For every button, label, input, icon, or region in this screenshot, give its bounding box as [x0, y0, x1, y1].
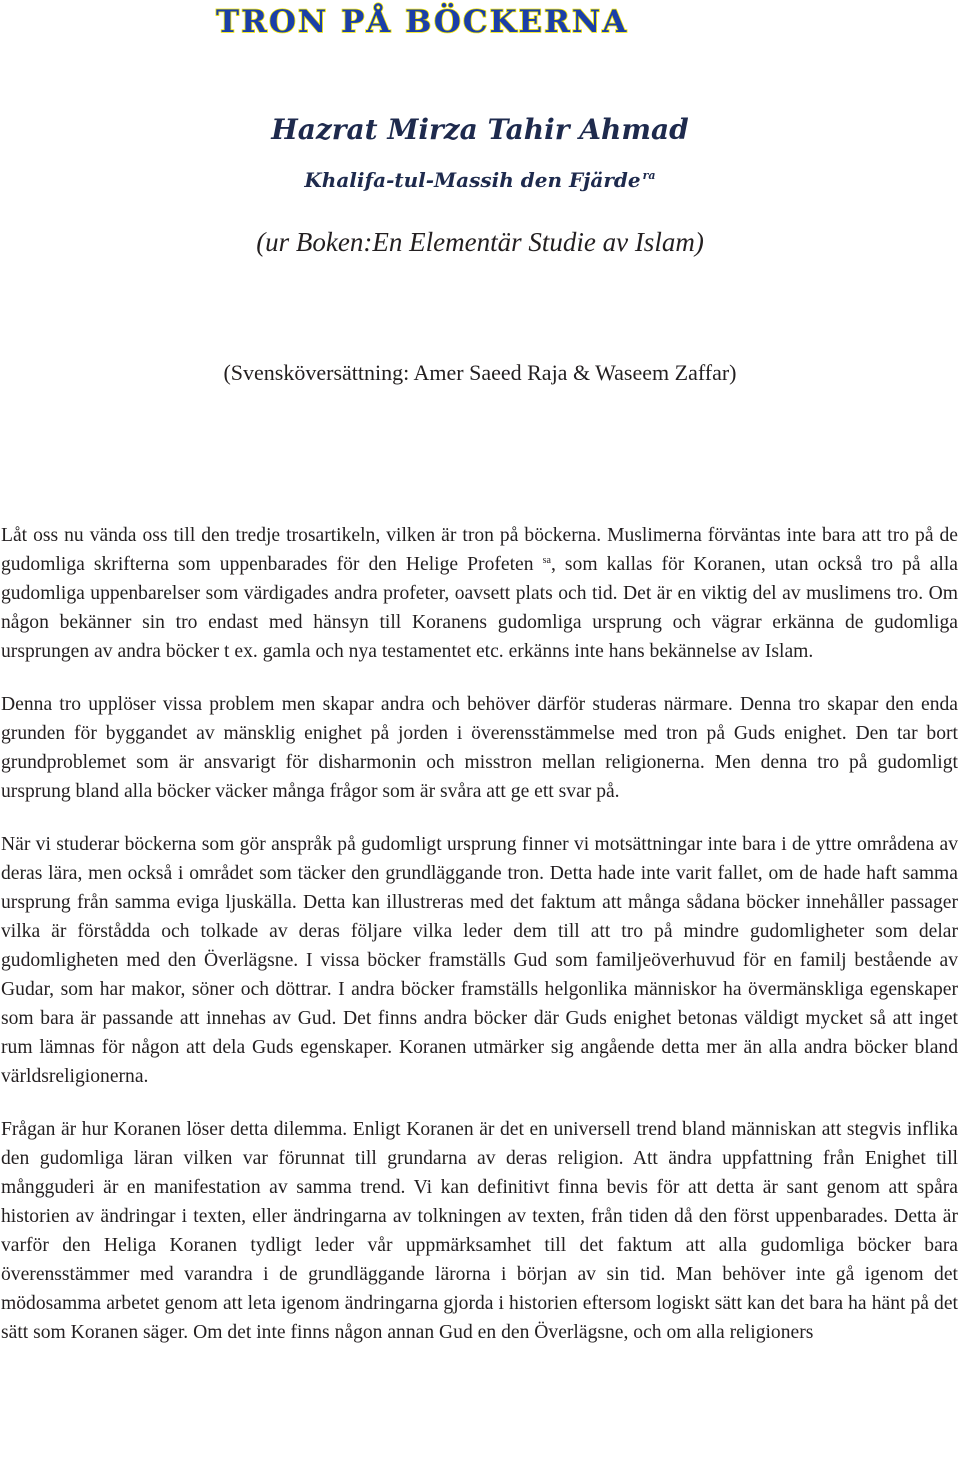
paragraph-3: När vi studerar böckerna som gör anspråk på gudomligt ursprung finner vi motsättningar inte bara i de yttre områdena av deras lära, men också i området som täcker den grundläggande tron. Detta hade inte varit fallet, om de hade haft samma ursprung från samma eviga ljuskälla. Detta kan illustreras med det faktum att många sådana böcker innehåller passager vilka är förstådda och tolkade av deras följare vilka leder dem till att tro på mindre gudomligheter som delar gudomligheten med den Överlägsne. I vissa böcker framställs Gud som familjeöverhuvud för en familj bestående av Gudar, som har makor, söner och döttrar. I andra böcker framställs helgonlika människor ha övermänskliga egenskaper som bara är passande att innehas av Gud. Det finns andra böcker där Guds enighet betonas väldigt mycket så att inget rum lämnas för någon att dela Guds egenskaper. Koranen utmärker sig angående detta mer än alla andra böcker bland världsreligionerna. — [1, 834, 958, 1087]
translation-credit: (Svensköversättning: Amer Saeed Raja & Waseem Zaffar) — [223, 360, 737, 385]
paragraph-1 — [1, 521, 958, 666]
book-source: (ur Boken:En Elementär Studie av Islam) — [256, 227, 704, 257]
paragraph-1-end: , som kallas för Koranen, utan också tro på alla gudomliga uppenbarelser som värdigades andra profeter, oavsett plats och tid. Det är en viktig del av muslimens tro. Om någon bekänner sin tro endast med hänsyn till Koranens gudomliga ursprung och vägrar erkänna de gudomliga ursprungen av andra böcker t ex. gamla och nya testamentet etc. erkänns inte hans bekännelse av Islam. — [1, 554, 958, 662]
body-text — [1, 521, 958, 1371]
honorific-superscript: sa — [542, 555, 551, 566]
paragraph-2: Denna tro upplöser vissa problem men skapar andra och behöver därför studeras närmare. Denna tro skapar den enda grunden för byggandet av mänsklig enighet på jorden i överensstämmelse med tron på Guds enighet. Den tar bort grundproblemet som är ansvarigt för disharmonin och misstron mellan religionerna. Men denna tro på gudomligt ursprung bland alla böcker väcker många frågor som är svåra att ge ett svar på. — [1, 694, 958, 802]
paragraph-4: Frågan är hur Koranen löser detta dilemma. Enligt Koranen är det en universell trend bland människan att stegvis inflika den gudomliga läran vilken var förunnat till grundarna av deras religion. Att ändra uppfattning från Enighet till mångguderi är en manifestation av samma trend. Vi kan definitivt finna bevis för att detta är sant genom att spåra historien av ändringar i texten, eller ändringarna av tolkningen av texten, från tiden då den först uppenbarades. Detta är varför den Heliga Koranen tydligt leder vår uppmärksamhet till det faktum att alla gudomliga böcker bara överensstämmer med varandra i de grundläggande lärorna i början av sin tid. Man behöver inte gå igenom det mödosamma arbetet genom att leta igenom ändringarna gjorda i historien eftersom logiskt sätt kan det bara ha hänt på det sätt som Koranen säger. Om det inte finns någon annan Gud en den Överlägsne, och om alla religioners — [1, 1119, 958, 1343]
paragraph-1-start: Låt oss nu vända oss till den tredje trosartikeln, vilken är tron på böckerna. Muslimerna förväntas inte bara att tro på de gudomliga skrifterna som uppenbarades för den Helige Profeten — [1, 525, 958, 575]
honorific-superscript: ra — [642, 169, 656, 182]
author-name: Hazrat Mirza Tahir Ahmad — [271, 113, 689, 146]
author-title — [0, 162, 960, 194]
page-title: TRON PÅ BÖCKERNA — [216, 4, 629, 40]
author-title-text: Khalifa-tul-Massih den Fjärde — [304, 168, 641, 192]
